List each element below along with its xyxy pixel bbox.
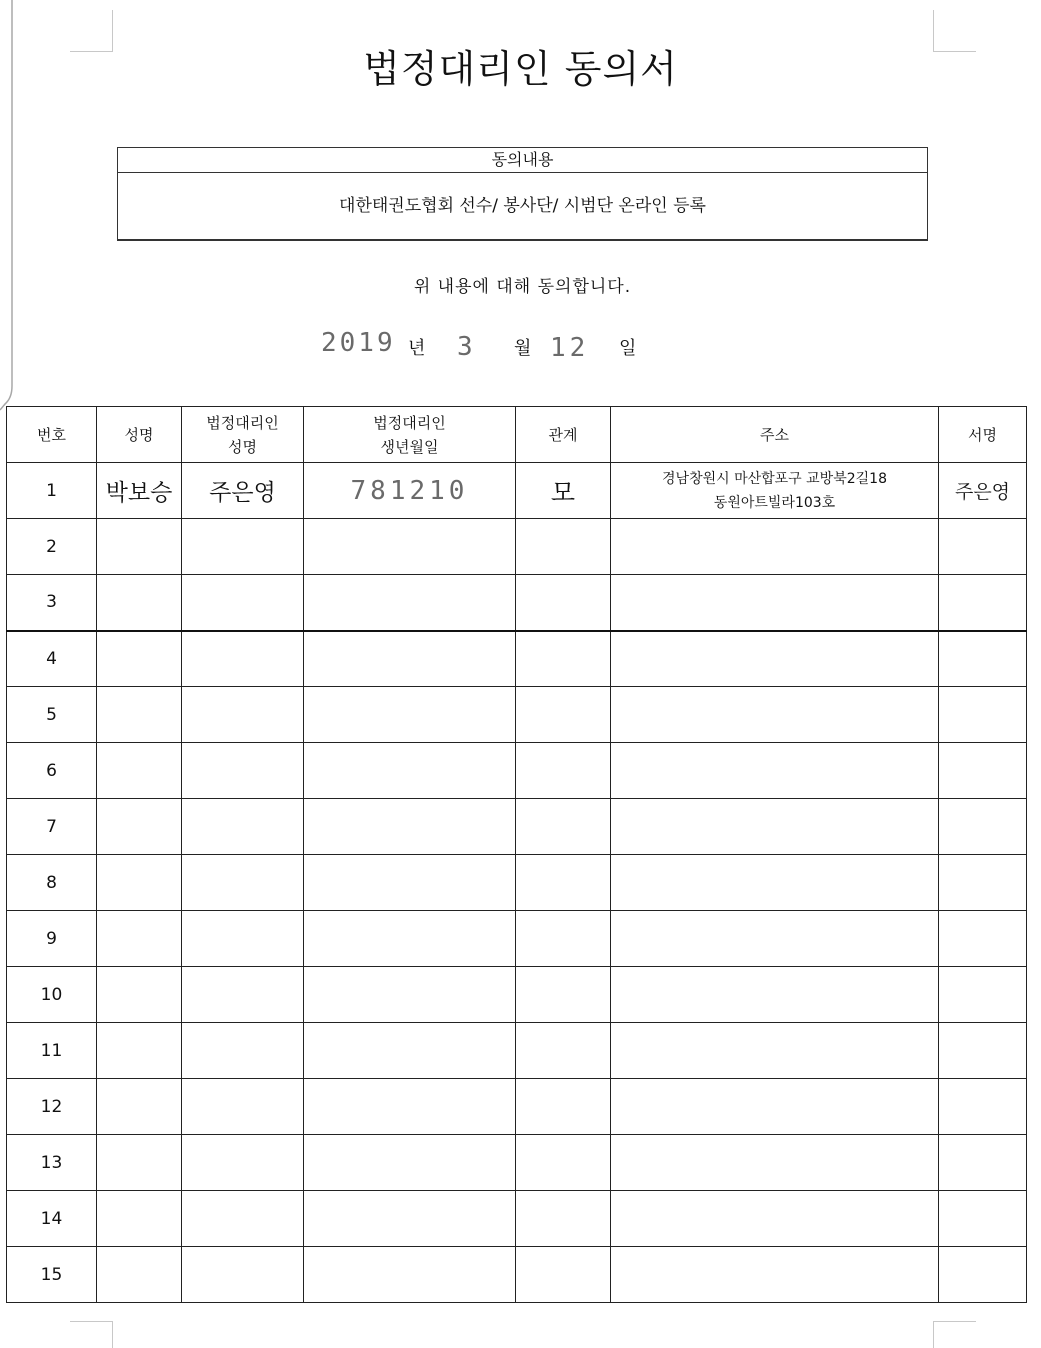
header-name bbox=[97, 407, 182, 463]
cell-guardian-birth bbox=[304, 1135, 516, 1191]
cell-signature bbox=[939, 519, 1027, 575]
cell-name bbox=[97, 911, 182, 967]
cell-name: 박보승 bbox=[97, 463, 182, 519]
cell-guardian-birth bbox=[304, 575, 516, 631]
cell-relation bbox=[516, 687, 611, 743]
cell-signature bbox=[939, 1247, 1027, 1303]
cell-guardian-name: 주은영 bbox=[182, 463, 304, 519]
cell-address bbox=[611, 631, 939, 687]
cell-name bbox=[97, 1079, 182, 1135]
cell-no: 9 bbox=[7, 911, 97, 967]
cell-relation bbox=[516, 1135, 611, 1191]
cell-relation bbox=[516, 1023, 611, 1079]
cell-relation bbox=[516, 1247, 611, 1303]
cell-name bbox=[97, 799, 182, 855]
cell-address bbox=[611, 1191, 939, 1247]
cell-relation bbox=[516, 631, 611, 687]
table-row bbox=[7, 855, 1027, 911]
table-row bbox=[7, 1023, 1027, 1079]
cell-address bbox=[611, 1135, 939, 1191]
cell-name bbox=[97, 631, 182, 687]
cell-relation bbox=[516, 743, 611, 799]
header-no bbox=[7, 407, 97, 463]
cell-address bbox=[611, 855, 939, 911]
cell-guardian-name bbox=[182, 743, 304, 799]
date-day: 12 bbox=[550, 333, 590, 363]
crop-mark-bottom-right bbox=[933, 1321, 976, 1348]
cell-address bbox=[611, 687, 939, 743]
cell-relation bbox=[516, 575, 611, 631]
cell-name bbox=[97, 687, 182, 743]
cell-guardian-birth bbox=[304, 743, 516, 799]
cell-guardian-name bbox=[182, 1135, 304, 1191]
cell-name bbox=[97, 519, 182, 575]
cell-name bbox=[97, 575, 182, 631]
cell-address bbox=[611, 1023, 939, 1079]
cell-signature bbox=[939, 855, 1027, 911]
cell-guardian-birth bbox=[304, 799, 516, 855]
cell-name bbox=[97, 1191, 182, 1247]
cell-guardian-birth bbox=[304, 687, 516, 743]
guardian-roster-table bbox=[6, 406, 1027, 1303]
table-row bbox=[7, 687, 1027, 743]
cell-guardian-birth bbox=[304, 1247, 516, 1303]
cell-relation bbox=[516, 519, 611, 575]
header-guardian-birth-line2: 생년월일 bbox=[380, 437, 439, 456]
cell-relation bbox=[516, 911, 611, 967]
cell-guardian-name bbox=[182, 1023, 304, 1079]
cell-relation: 모 bbox=[516, 463, 611, 519]
cell-no: 15 bbox=[7, 1247, 97, 1303]
table-row bbox=[7, 743, 1027, 799]
table-row bbox=[7, 799, 1027, 855]
table-header-row bbox=[7, 407, 1027, 463]
consent-header: 동의내용 bbox=[118, 148, 927, 173]
table-row bbox=[7, 1135, 1027, 1191]
cell-guardian-birth bbox=[304, 631, 516, 687]
date-day-unit: 일 bbox=[619, 338, 637, 359]
cell-name bbox=[97, 855, 182, 911]
address-line: 동원아트빌라103호 bbox=[713, 494, 836, 511]
cell-guardian-name bbox=[182, 855, 304, 911]
date-month-unit: 월 bbox=[514, 338, 532, 359]
cell-no: 11 bbox=[7, 1023, 97, 1079]
cell-guardian-birth bbox=[304, 1079, 516, 1135]
consent-content: 대한태권도협회 선수/ 봉사단/ 시범단 온라인 등록 bbox=[339, 196, 706, 216]
cell-address bbox=[611, 1247, 939, 1303]
cell-no: 14 bbox=[7, 1191, 97, 1247]
cell-signature: 주은영 bbox=[939, 463, 1027, 519]
header-relation bbox=[516, 407, 611, 463]
cell-no: 13 bbox=[7, 1135, 97, 1191]
cell-guardian-name bbox=[182, 519, 304, 575]
cell-guardian-name bbox=[182, 687, 304, 743]
cell-signature bbox=[939, 1023, 1027, 1079]
cell-address bbox=[611, 575, 939, 631]
address-line: 경남창원시 마산합포구 교방북2길18 bbox=[662, 470, 887, 487]
table-row bbox=[7, 967, 1027, 1023]
cell-no: 6 bbox=[7, 743, 97, 799]
cell-signature bbox=[939, 967, 1027, 1023]
agreement-statement: 위 내용에 대해 동의합니다. bbox=[413, 277, 632, 297]
cell-signature bbox=[939, 687, 1027, 743]
cell-guardian-name bbox=[182, 967, 304, 1023]
cell-signature bbox=[939, 743, 1027, 799]
cell-signature bbox=[939, 1191, 1027, 1247]
cell-name bbox=[97, 1247, 182, 1303]
cell-guardian-name bbox=[182, 631, 304, 687]
header-address-label: 주소 bbox=[760, 425, 789, 444]
cell-guardian-birth bbox=[304, 1023, 516, 1079]
cell-no: 5 bbox=[7, 687, 97, 743]
cell-guardian-birth bbox=[304, 855, 516, 911]
header-relation-label: 관계 bbox=[548, 425, 578, 444]
header-guardian-birth bbox=[304, 407, 516, 463]
cell-address bbox=[611, 1079, 939, 1135]
cell-name bbox=[97, 967, 182, 1023]
cell-name bbox=[97, 1023, 182, 1079]
header-guardian-name-line2: 성명 bbox=[228, 437, 257, 456]
cell-address bbox=[611, 967, 939, 1023]
cell-guardian-birth bbox=[304, 1191, 516, 1247]
table-row bbox=[7, 519, 1027, 575]
cell-guardian-name bbox=[182, 1079, 304, 1135]
cell-address bbox=[611, 799, 939, 855]
header-guardian-name-line1: 법정대리인 bbox=[206, 413, 279, 432]
cell-signature bbox=[939, 575, 1027, 631]
cell-guardian-name bbox=[182, 1247, 304, 1303]
date-month: 3 bbox=[457, 332, 473, 362]
cell-guardian-birth bbox=[304, 519, 516, 575]
cell-relation bbox=[516, 855, 611, 911]
header-guardian-birth-line1: 법정대리인 bbox=[373, 413, 446, 432]
cell-name bbox=[97, 743, 182, 799]
table-body bbox=[7, 463, 1027, 1303]
cell-name bbox=[97, 1135, 182, 1191]
consent-box bbox=[117, 147, 928, 241]
cell-address bbox=[611, 463, 939, 519]
cell-guardian-name bbox=[182, 911, 304, 967]
cell-signature bbox=[939, 799, 1027, 855]
cell-relation bbox=[516, 967, 611, 1023]
table-row bbox=[7, 1247, 1027, 1303]
cell-no: 4 bbox=[7, 631, 97, 687]
cell-no: 2 bbox=[7, 519, 97, 575]
cell-relation bbox=[516, 1191, 611, 1247]
cell-relation bbox=[516, 799, 611, 855]
cell-no: 1 bbox=[7, 463, 97, 519]
table-row bbox=[7, 575, 1027, 631]
header-guardian-name bbox=[182, 407, 304, 463]
header-address bbox=[611, 407, 939, 463]
cell-signature bbox=[939, 631, 1027, 687]
date-year-unit: 년 bbox=[408, 338, 426, 359]
cell-guardian-birth: 781210 bbox=[304, 463, 516, 519]
cell-guardian-name bbox=[182, 799, 304, 855]
cell-guardian-birth bbox=[304, 967, 516, 1023]
cell-signature bbox=[939, 1079, 1027, 1135]
cell-guardian-birth bbox=[304, 911, 516, 967]
header-no-label: 번호 bbox=[37, 425, 66, 444]
cell-guardian-name bbox=[182, 1191, 304, 1247]
cell-relation bbox=[516, 1079, 611, 1135]
crop-mark-bottom-left bbox=[70, 1321, 113, 1348]
table-row bbox=[7, 631, 1027, 687]
cell-no: 10 bbox=[7, 967, 97, 1023]
table-row bbox=[7, 463, 1027, 519]
cell-no: 12 bbox=[7, 1079, 97, 1135]
header-signature bbox=[939, 407, 1027, 463]
table-row bbox=[7, 911, 1027, 967]
cell-signature bbox=[939, 1135, 1027, 1191]
header-signature-label: 서명 bbox=[968, 425, 997, 444]
cell-signature bbox=[939, 911, 1027, 967]
cell-guardian-name bbox=[182, 575, 304, 631]
cell-no: 7 bbox=[7, 799, 97, 855]
cell-address bbox=[611, 911, 939, 967]
cell-no: 3 bbox=[7, 575, 97, 631]
cell-address bbox=[611, 519, 939, 575]
cell-no: 8 bbox=[7, 855, 97, 911]
table-row bbox=[7, 1191, 1027, 1247]
table-row bbox=[7, 1079, 1027, 1135]
date-year: 2019 bbox=[321, 328, 396, 358]
header-name-label: 성명 bbox=[124, 425, 154, 444]
cell-address bbox=[611, 743, 939, 799]
document-title: 법정대리인 동의서 bbox=[363, 47, 678, 91]
